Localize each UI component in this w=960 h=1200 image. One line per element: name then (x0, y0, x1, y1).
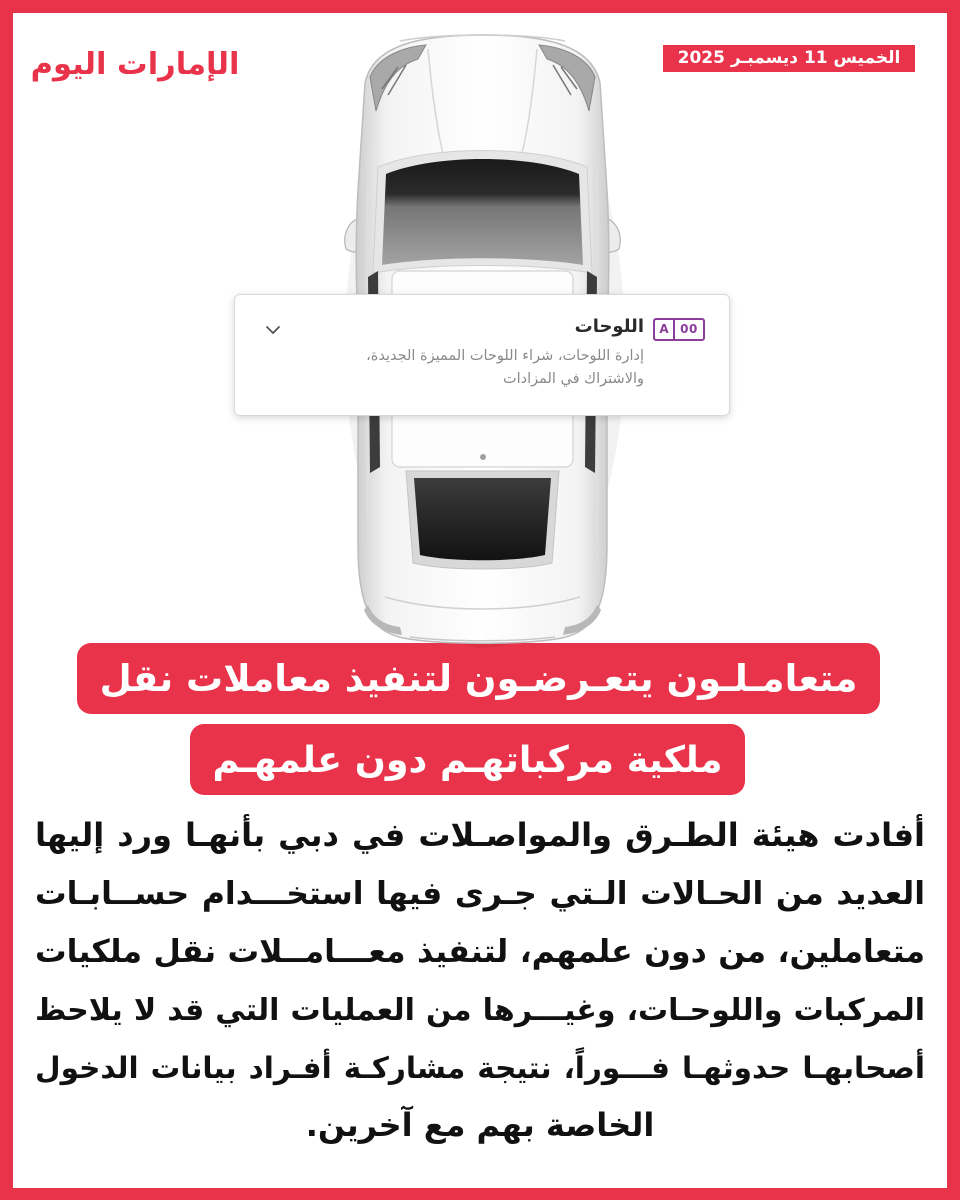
body-line-text: المركبات واللوحـات، وغيـــرها من العمليات التي قد لا يلاحظ (35, 993, 925, 1028)
headline-text: متعامـلـون يتعـرضـون لتنفيذ معاملات نقل (99, 657, 858, 700)
body-line (35, 922, 925, 980)
card-description (264, 345, 644, 391)
date-text: الخميس 11 ديسمبـر 2025 (677, 48, 901, 68)
body-line (35, 1038, 925, 1096)
body-line (35, 864, 925, 922)
card-description-line (264, 345, 644, 368)
windshield (382, 159, 583, 265)
card-description-line (264, 368, 644, 391)
headline-text: ملكية مركباتهـم دون علمهـم (212, 738, 723, 781)
plates-service-card[interactable] (234, 294, 730, 416)
body-line (35, 806, 925, 864)
headline-line-2 (190, 724, 745, 795)
chevron-down-icon[interactable] (265, 324, 281, 336)
antenna (480, 454, 486, 460)
brand-logo-text: الإمارات اليوم (30, 47, 240, 82)
body-line-text: الخاصة بهم مع آخرين. (305, 1106, 655, 1144)
body-line (35, 1096, 925, 1154)
rear-window (414, 478, 551, 560)
article-body (35, 806, 925, 1154)
card-description-text: والاشتراك في المزادات (502, 371, 644, 387)
body-line-text: متعاملين، من دون علمهم، لتنفيذ معـــامــلات نقل ملكيات (35, 934, 925, 970)
body-line-text: أصحابهـا حدوثهـا فـــوراً، نتيجة مشاركـة أفـراد بيانات الدخول (35, 1051, 925, 1085)
brand-logo (28, 34, 242, 88)
plate-icon (653, 318, 705, 341)
card-description-text: إدارة اللوحات، شراء اللوحات المميزة الجديدة، (366, 348, 644, 364)
body-line (35, 980, 925, 1038)
date-badge (663, 45, 915, 72)
body-line-text: أفادت هيئة الطـرق والمواصـلات في دبي بأنهـا ورد إليها (35, 816, 925, 854)
card-title: اللوحات (574, 316, 644, 337)
plate-number: 00 (680, 322, 698, 336)
plate-letter: A (655, 320, 675, 339)
body-line-text: العديد من الحـالات الـتي جـرى فيها استخـــدام حســابـات (35, 876, 925, 912)
headline-line-1 (77, 643, 880, 714)
